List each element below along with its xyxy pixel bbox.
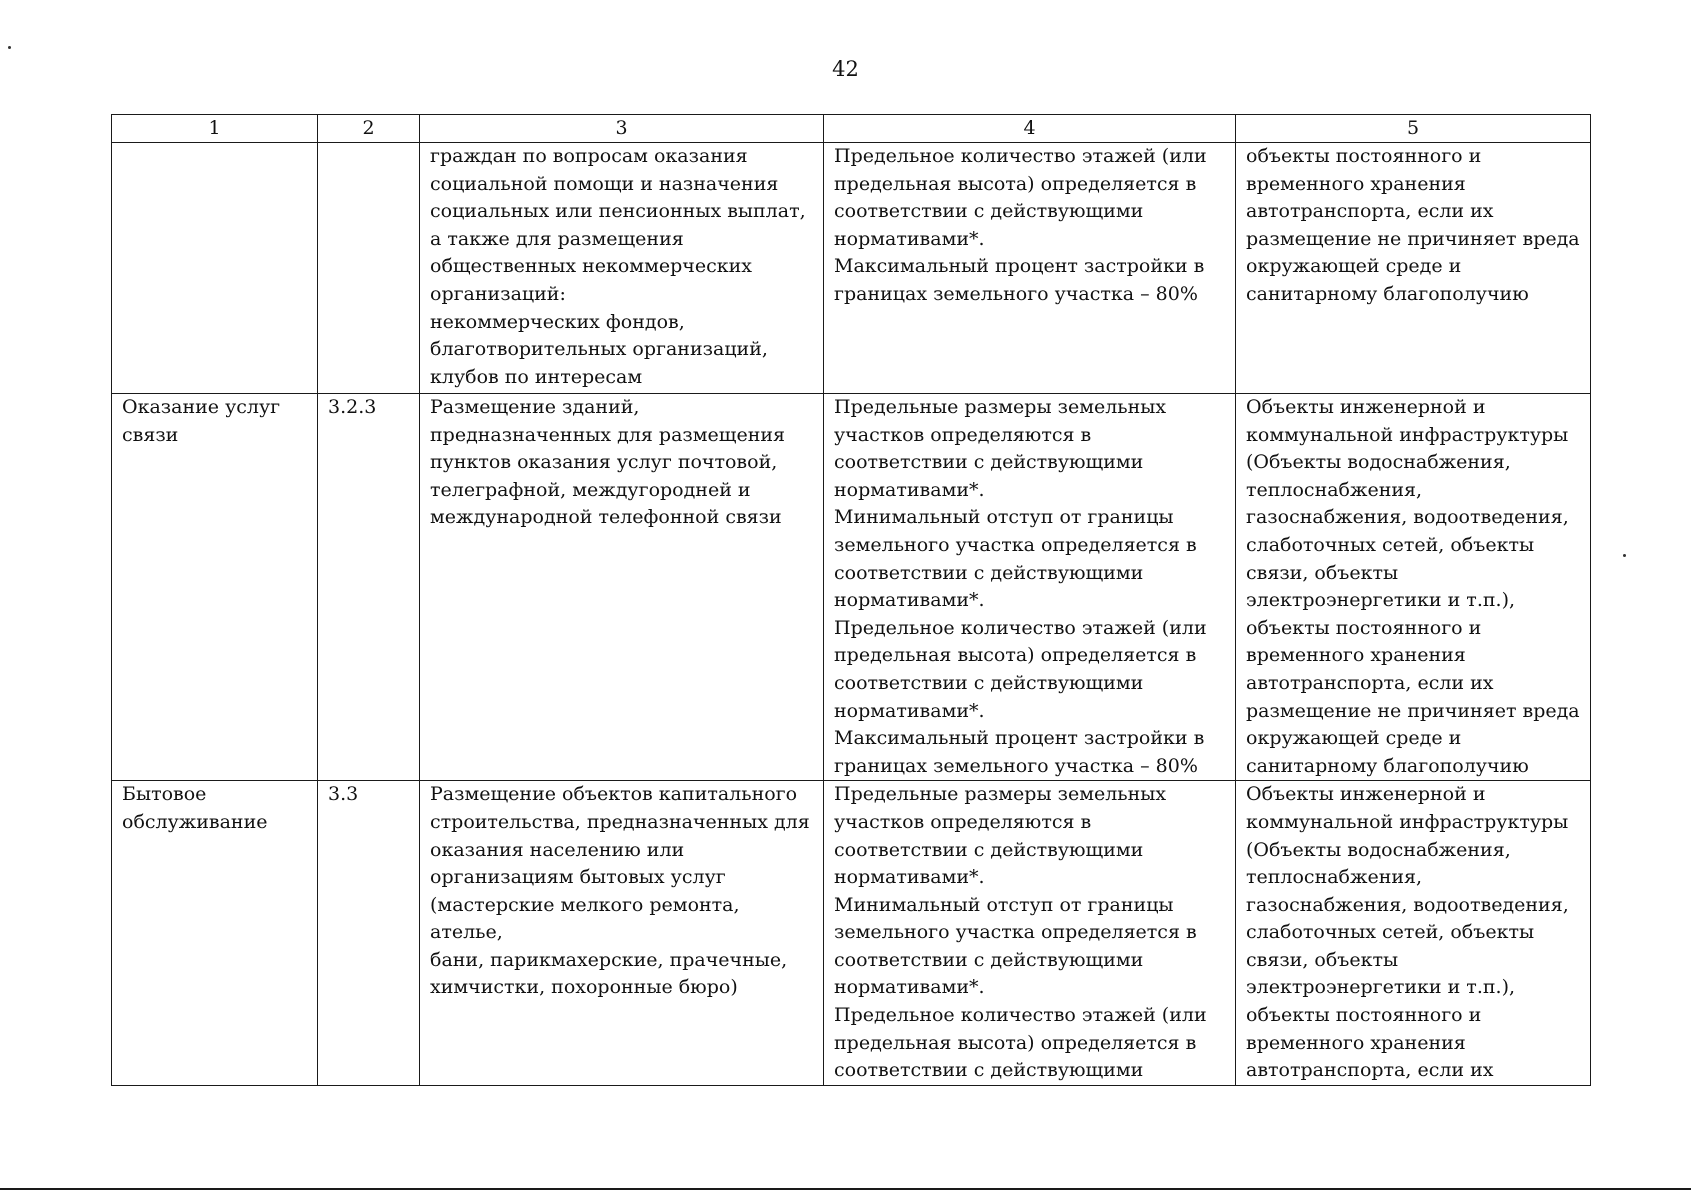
use-type-name: Бытовое обслуживание: [112, 781, 318, 1086]
table-header-row: [112, 115, 1591, 143]
construction-parameters: Предельные размеры земельных участков определяются в соответствии с действующими нормативами*. Минимальный отступ от границы земельного участка определяется в соответствии с действующими нормативами*. Предельное количество этажей (или предельная высота) определяется в соответствии с действующими нормативами*. Максимальный процент застройки в границах земельного участка – 80%: [824, 394, 1236, 781]
auxiliary-uses: объекты постоянного и временного хранения автотранспорта, если их размещение не причиняет вреда окружающей среде и санитарному благополучию: [1236, 143, 1591, 394]
table-row: [112, 781, 1591, 1086]
column-header-1: 1: [112, 115, 318, 143]
use-type-code: 3.3: [318, 781, 420, 1086]
page-number: 42: [832, 57, 859, 81]
table-row: [112, 394, 1591, 781]
scan-speck-right: [1623, 554, 1626, 557]
column-header-4: 4: [824, 115, 1236, 143]
table-row: [112, 143, 1591, 394]
construction-parameters: Предельное количество этажей (или предельная высота) определяется в соответствии с действующими нормативами*. Максимальный процент застройки в границах земельного участка – 80%: [824, 143, 1236, 394]
page-bottom-rule: [0, 1188, 1691, 1190]
column-header-5: 5: [1236, 115, 1591, 143]
use-type-code: [318, 143, 420, 394]
column-header-2: 2: [318, 115, 420, 143]
use-type-description: граждан по вопросам оказания социальной помощи и назначения социальных или пенсионных выплат, а также для размещения общественных некоммерческих организаций: некоммерческих фондов, благотворительных организаций, клубов по интересам: [420, 143, 824, 394]
use-type-description: Размещение объектов капитального строительства, предназначенных для оказания населению или организациям бытовых услуг (мастерские мелкого ремонта, ателье, бани, парикмахерские, прачечные, химчистки, похоронные бюро): [420, 781, 824, 1086]
use-type-code: 3.2.3: [318, 394, 420, 781]
scan-speck-left: [8, 46, 11, 49]
auxiliary-uses: Объекты инженерной и коммунальной инфраструктуры (Объекты водоснабжения, теплоснабжения, газоснабжения, водоотведения, слаботочных сетей, объекты связи, объекты электроэнергетики и т.п.), объекты постоянного и временного хранения автотранспорта, если их: [1236, 781, 1591, 1086]
construction-parameters: Предельные размеры земельных участков определяются в соответствии с действующими нормативами*. Минимальный отступ от границы земельного участка определяется в соответствии с действующими нормативами*. Предельное количество этажей (или предельная высота) определяется в соответствии с действующими: [824, 781, 1236, 1086]
column-header-3: 3: [420, 115, 824, 143]
land-use-table: [111, 114, 1591, 1086]
use-type-description: Размещение зданий, предназначенных для размещения пунктов оказания услуг почтовой, телеграфной, междугородней и международной телефонной связи: [420, 394, 824, 781]
auxiliary-uses: Объекты инженерной и коммунальной инфраструктуры (Объекты водоснабжения, теплоснабжения, газоснабжения, водоотведения, слаботочных сетей, объекты связи, объекты электроэнергетики и т.п.), объекты постоянного и временного хранения автотранспорта, если их размещение не причиняет вреда окружающей среде и санитарному благополучию: [1236, 394, 1591, 781]
use-type-name: Оказание услуг связи: [112, 394, 318, 781]
use-type-name: [112, 143, 318, 394]
